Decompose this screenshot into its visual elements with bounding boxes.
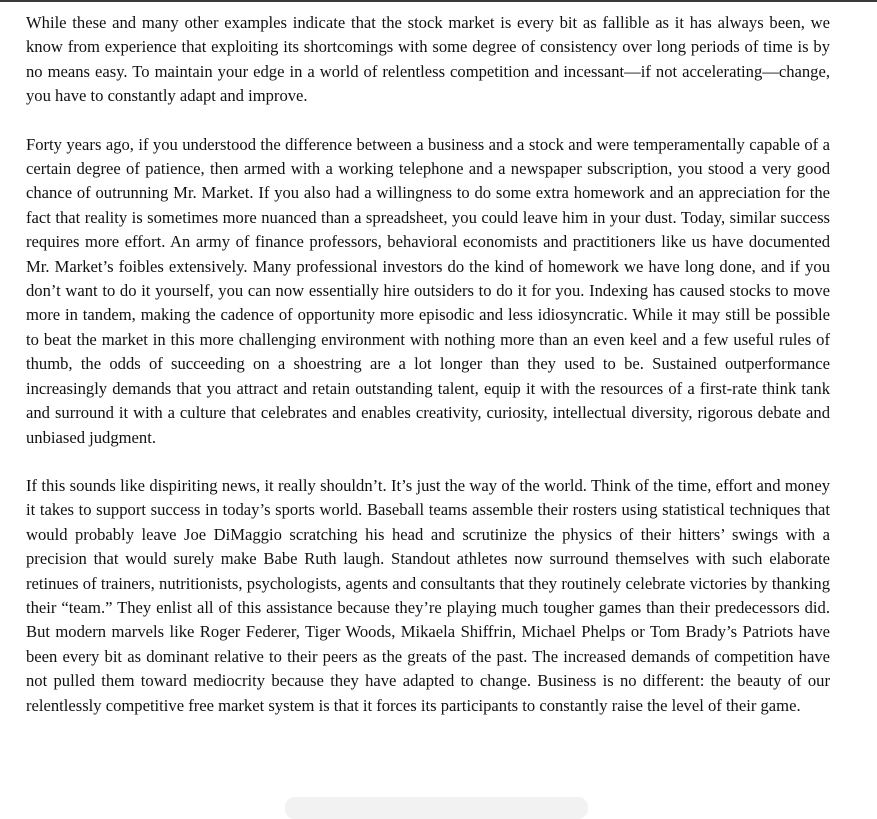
paragraph-2: Forty years ago, if you understood the difference between a business and a stock and were temperamentally capable of a certain degree of patience, then armed with a working telephone and a newspaper subscription, you stood a very good chance of outrunning Mr. Market. If you also had a willingness to do some extra homework and an appreciation for the fact that reality is sometimes more nuanced than a spreadsheet, you could leave him in your dust. Today, similar success requires more effort. An army of finance professors, behavioral economists and practitioners like us have documented Mr. Market’s foibles extensively. Many professional investors do the kind of homework we have long done, and if you don’t want to do it yourself, you can now essentially hire outsiders to do it for you. Indexing has caused stocks to move more in tandem, making the cadence of opportunity more episodic and less idiosyncratic. While it may still be possible to beat the market in this more challenging environment with nothing more than an even keel and a few useful rules of thumb, the odds of succeeding on a shoestring are a lot longer than they used to be. Sustained outperformance increasingly demands that you attract and retain outstanding talent, equip it with the resources of a first-rate think tank and surround it with a culture that celebrates and enables creativity, curiosity, intellectual diversity, rigorous debate and unbiased judgment. — [26, 134, 830, 447]
document-page — [26, 11, 830, 742]
page-navigation-bar[interactable] — [285, 797, 588, 819]
paragraph-1: While these and many other examples indicate that the stock market is every bit as fallible as it has always been, we know from experience that exploiting its shortcomings with some degree of consistency over long periods of time is by no means easy. To maintain your edge in a world of relentless competition and incessant—if not accelerating—change, you have to constantly adapt and improve. — [26, 13, 830, 106]
top-divider — [0, 0, 877, 2]
paragraph-3: If this sounds like dispiriting news, it really shouldn’t. It’s just the way of the world. Think of the time, effort and money it takes to support success in today’s sports world. Baseball teams assemble their rosters using statistical techniques that would probably leave Joe DiMaggio scratching his head and scrutinize the physics of their hitters’ swings with a precision that would surely make Babe Ruth laugh. Standout athletes now surround themselves with such elaborate retinues of trainers, nutritionists, psychologists, agents and consultants that they routinely celebrate victories by thanking their “team.” They enlist all of this assistance because they’re playing much tougher games than their predecessors did. But modern marvels like Roger Federer, Tiger Woods, Mikaela Shiffrin, Michael Phelps or Tom Brady’s Patriots have been every bit as dominant relative to their peers as the greats of the past. The increased demands of competition have not pulled them toward mediocrity because they have adapted to change. Business is no different: the beauty of our relentlessly competitive free market system is that it forces its participants to constantly raise the level of their game. — [26, 475, 830, 715]
